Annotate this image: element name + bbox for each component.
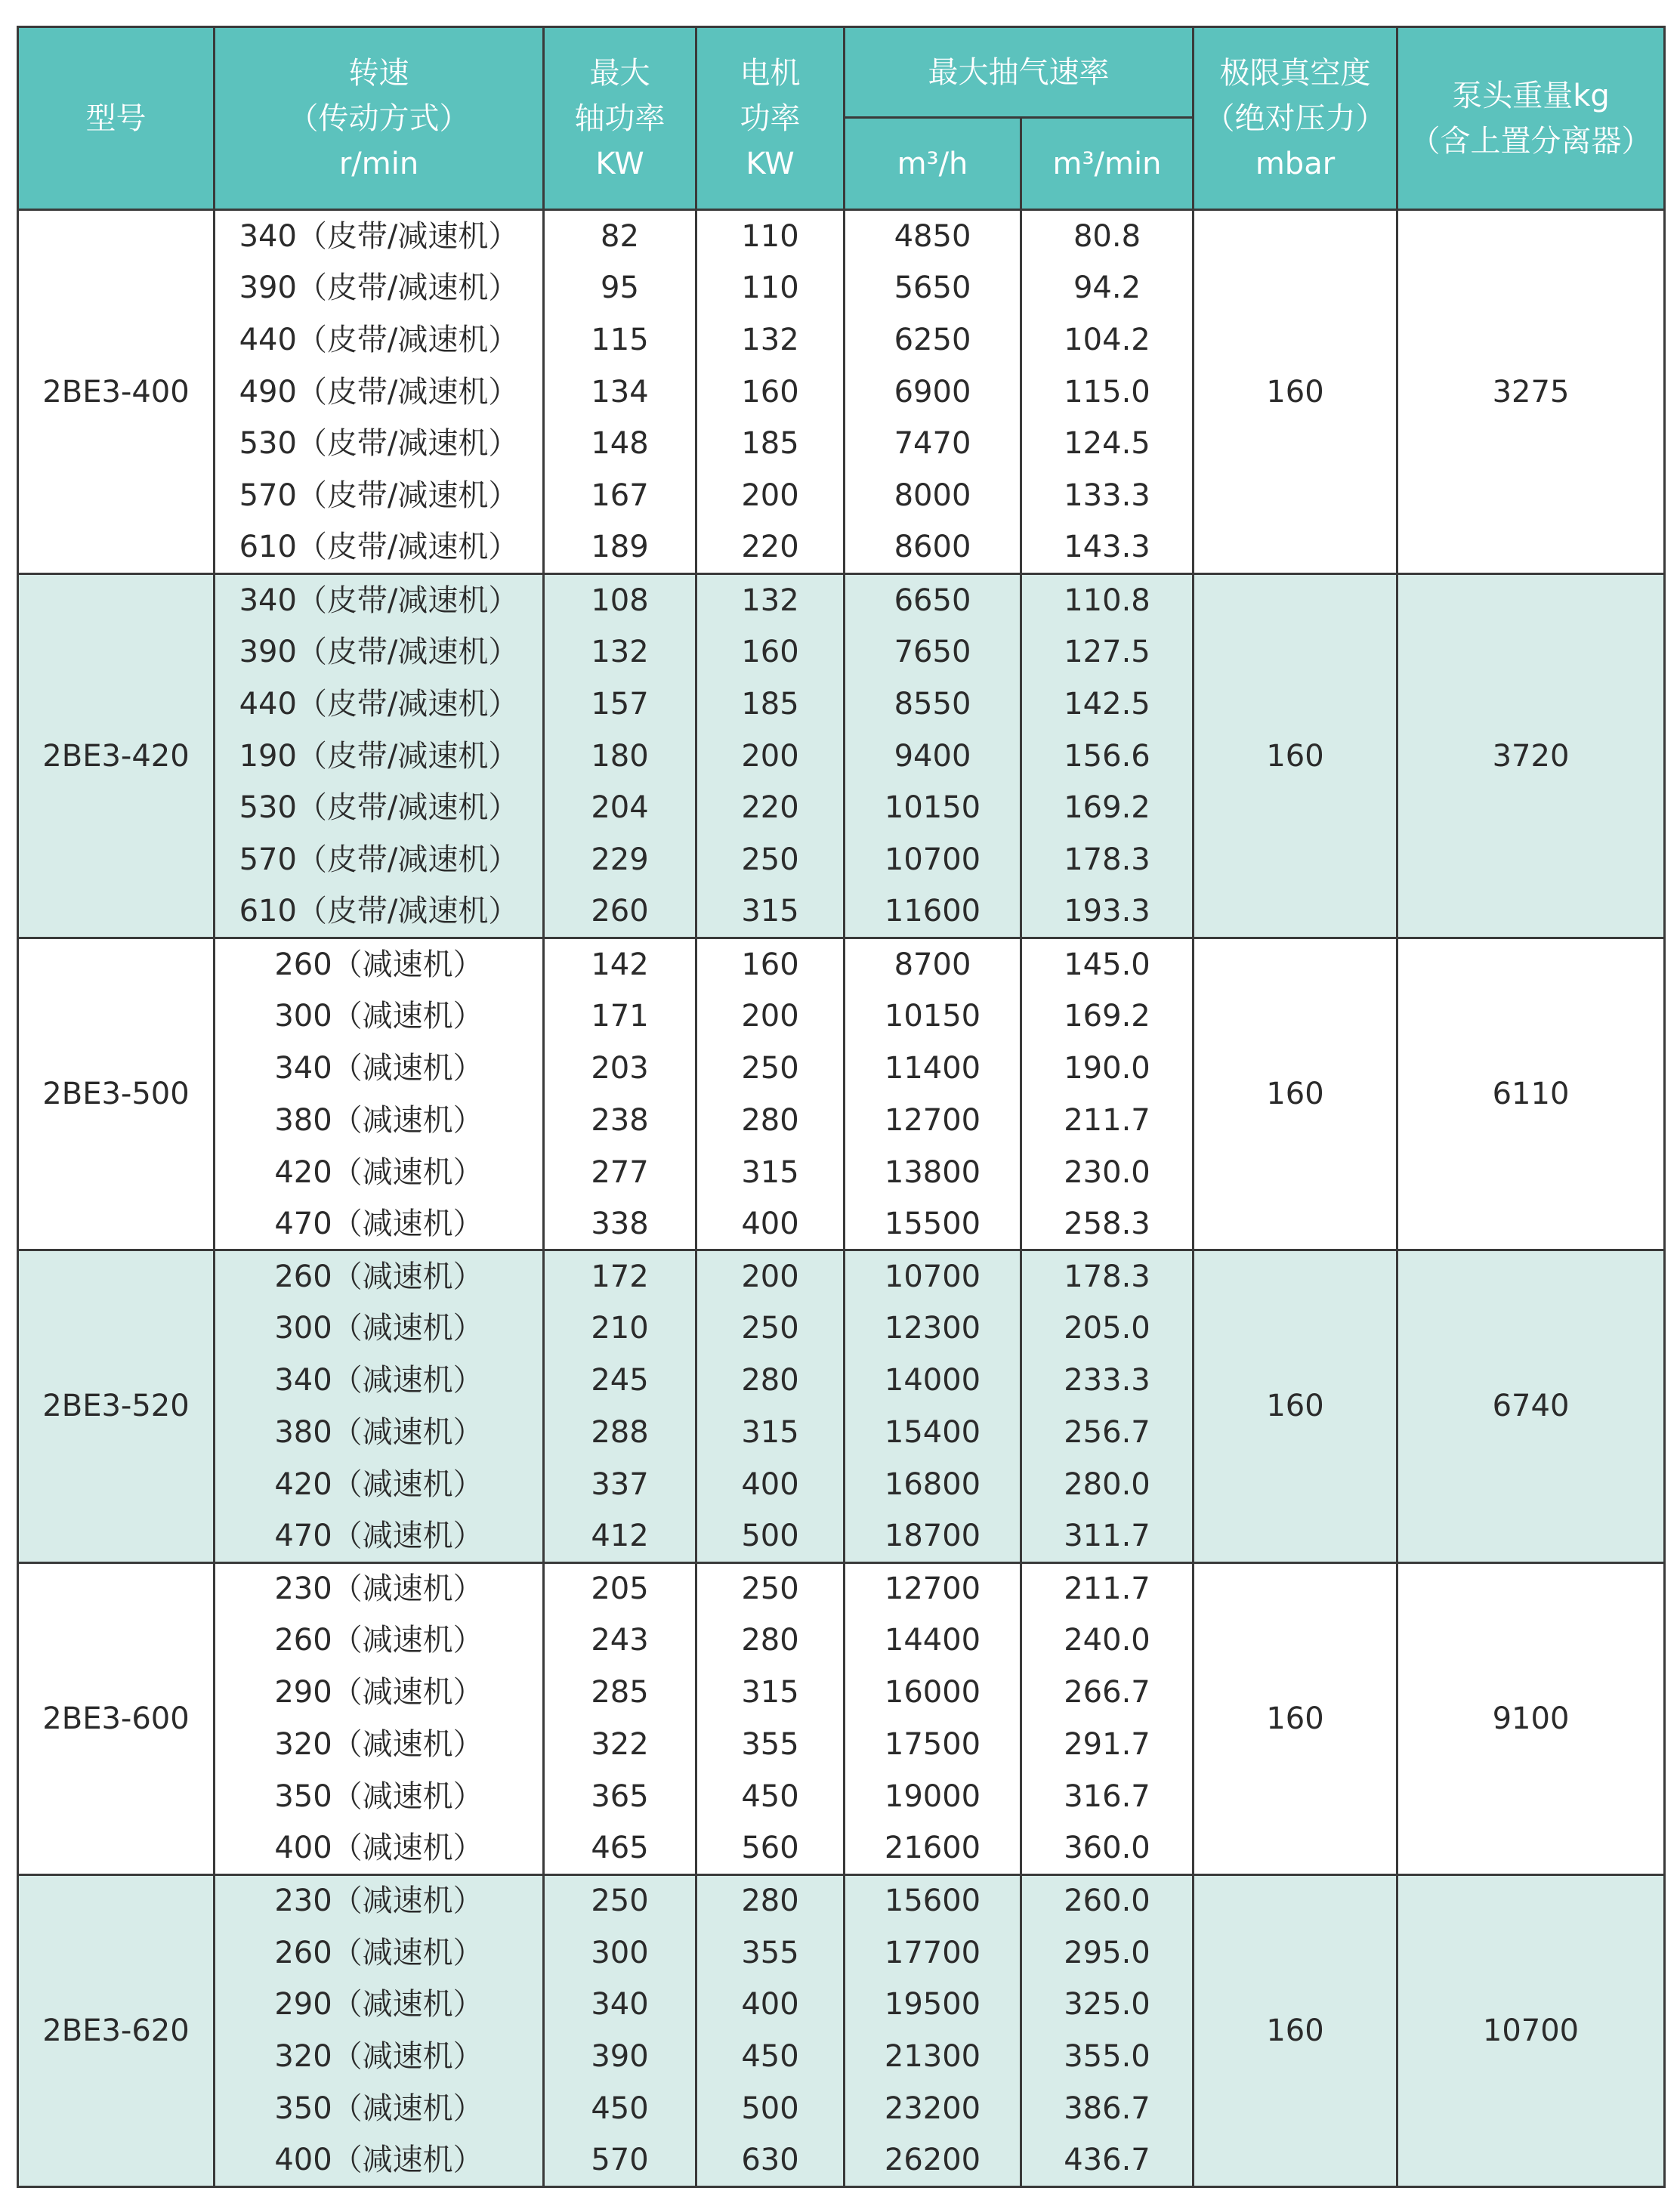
shaft-power-cell: 205 — [544, 1562, 696, 1615]
m3h-cell: 13800 — [845, 1146, 1021, 1198]
motor-power-cell: 355 — [696, 1719, 845, 1771]
m3min-cell: 436.7 — [1021, 2135, 1194, 2187]
header-pump-weight: 泵头重量kg （含上置分离器） — [1397, 27, 1665, 210]
speed-cell: 380（减速机） — [215, 1406, 544, 1458]
motor-power-cell: 500 — [696, 2083, 845, 2135]
m3h-cell: 6900 — [845, 366, 1021, 418]
shaft-power-cell: 277 — [544, 1146, 696, 1198]
m3min-cell: 211.7 — [1021, 1562, 1194, 1615]
pump-weight-cell: 6740 — [1397, 1250, 1665, 1562]
m3h-cell: 19000 — [845, 1771, 1021, 1823]
pump-weight-cell: 6110 — [1397, 938, 1665, 1250]
motor-power-cell: 500 — [696, 1510, 845, 1562]
speed-cell: 290（减速机） — [215, 1979, 544, 2031]
motor-power-cell: 185 — [696, 418, 845, 470]
speed-cell: 300（减速机） — [215, 990, 544, 1043]
m3h-cell: 7470 — [845, 418, 1021, 470]
motor-power-cell: 160 — [696, 938, 845, 990]
shaft-power-cell: 390 — [544, 2031, 696, 2083]
motor-power-cell: 400 — [696, 1458, 845, 1510]
speed-cell: 230（减速机） — [215, 1874, 544, 1927]
motor-power-cell: 560 — [696, 1822, 845, 1874]
header-max-pumping-speed: 最大抽气速率 — [845, 27, 1194, 118]
shaft-power-cell: 365 — [544, 1771, 696, 1823]
motor-power-cell: 355 — [696, 1927, 845, 1979]
header-unit-m3min: m³/min — [1021, 118, 1194, 210]
m3h-cell: 19500 — [845, 1979, 1021, 2031]
m3min-cell: 316.7 — [1021, 1771, 1194, 1823]
speed-cell: 350（减速机） — [215, 2083, 544, 2135]
motor-power-cell: 200 — [696, 730, 845, 782]
motor-power-cell: 400 — [696, 1979, 845, 2031]
model-cell: 2BE3-400 — [18, 210, 215, 574]
speed-cell: 320（减速机） — [215, 1719, 544, 1771]
motor-power-cell: 132 — [696, 574, 845, 626]
m3h-cell: 14400 — [845, 1615, 1021, 1667]
m3min-cell: 178.3 — [1021, 1250, 1194, 1302]
shaft-power-cell: 95 — [544, 261, 696, 314]
speed-cell: 390（皮带/减速机） — [215, 626, 544, 678]
motor-power-cell: 630 — [696, 2135, 845, 2187]
shaft-power-cell: 115 — [544, 314, 696, 366]
m3h-cell: 11400 — [845, 1042, 1021, 1094]
m3h-cell: 17500 — [845, 1719, 1021, 1771]
motor-power-cell: 250 — [696, 1302, 845, 1355]
m3min-cell: 256.7 — [1021, 1406, 1194, 1458]
m3min-cell: 360.0 — [1021, 1822, 1194, 1874]
shaft-power-cell: 450 — [544, 2083, 696, 2135]
shaft-power-cell: 203 — [544, 1042, 696, 1094]
m3h-cell: 10150 — [845, 782, 1021, 834]
shaft-power-cell: 285 — [544, 1667, 696, 1719]
speed-cell: 190（皮带/减速机） — [215, 730, 544, 782]
speed-cell: 340（皮带/减速机） — [215, 210, 544, 262]
speed-cell: 340（减速机） — [215, 1355, 544, 1407]
table-row — [18, 938, 1665, 990]
m3h-cell: 7650 — [845, 626, 1021, 678]
m3h-cell: 12700 — [845, 1562, 1021, 1615]
m3h-cell: 8600 — [845, 522, 1021, 574]
shaft-power-cell: 322 — [544, 1719, 696, 1771]
motor-power-cell: 160 — [696, 366, 845, 418]
motor-power-cell: 160 — [696, 626, 845, 678]
speed-cell: 440（皮带/减速机） — [215, 314, 544, 366]
motor-power-cell: 185 — [696, 678, 845, 730]
m3h-cell: 16800 — [845, 1458, 1021, 1510]
speed-cell: 290（减速机） — [215, 1667, 544, 1719]
header-motor-power: 电机 功率 KW — [696, 27, 845, 210]
m3h-cell: 15400 — [845, 1406, 1021, 1458]
model-cell: 2BE3-500 — [18, 938, 215, 1250]
m3min-cell: 211.7 — [1021, 1094, 1194, 1146]
m3h-cell: 8550 — [845, 678, 1021, 730]
m3min-cell: 145.0 — [1021, 938, 1194, 990]
shaft-power-cell: 260 — [544, 886, 696, 938]
header-model: 型号 — [18, 27, 215, 210]
speed-cell: 340（皮带/减速机） — [215, 574, 544, 626]
m3min-cell: 295.0 — [1021, 1927, 1194, 1979]
speed-cell: 380（减速机） — [215, 1094, 544, 1146]
model-group — [18, 1562, 1665, 1874]
speed-cell: 610（皮带/减速机） — [215, 886, 544, 938]
model-group — [18, 210, 1665, 574]
shaft-power-cell: 245 — [544, 1355, 696, 1407]
m3h-cell: 11600 — [845, 886, 1021, 938]
m3h-cell: 10700 — [845, 834, 1021, 886]
m3h-cell: 8000 — [845, 470, 1021, 522]
model-group — [18, 1874, 1665, 2186]
model-cell: 2BE3-620 — [18, 1874, 215, 2186]
m3min-cell: 169.2 — [1021, 782, 1194, 834]
table-row — [18, 1874, 1665, 1927]
m3min-cell: 325.0 — [1021, 1979, 1194, 2031]
speed-cell: 420（减速机） — [215, 1458, 544, 1510]
speed-cell: 230（减速机） — [215, 1562, 544, 1615]
speed-cell: 420（减速机） — [215, 1146, 544, 1198]
m3h-cell: 23200 — [845, 2083, 1021, 2135]
m3h-cell: 26200 — [845, 2135, 1021, 2187]
pump-weight-cell: 10700 — [1397, 1874, 1665, 2186]
m3h-cell: 8700 — [845, 938, 1021, 990]
motor-power-cell: 220 — [696, 782, 845, 834]
m3min-cell: 233.3 — [1021, 1355, 1194, 1407]
ultimate-vacuum-cell: 160 — [1194, 1874, 1397, 2186]
pump-spec-table — [17, 26, 1666, 2188]
m3min-cell: 193.3 — [1021, 886, 1194, 938]
shaft-power-cell: 337 — [544, 1458, 696, 1510]
m3min-cell: 169.2 — [1021, 990, 1194, 1043]
m3min-cell: 205.0 — [1021, 1302, 1194, 1355]
m3min-cell: 156.6 — [1021, 730, 1194, 782]
speed-cell: 530（皮带/减速机） — [215, 418, 544, 470]
m3min-cell: 124.5 — [1021, 418, 1194, 470]
m3h-cell: 12300 — [845, 1302, 1021, 1355]
speed-cell: 390（皮带/减速机） — [215, 261, 544, 314]
ultimate-vacuum-cell: 160 — [1194, 1562, 1397, 1874]
m3h-cell: 18700 — [845, 1510, 1021, 1562]
shaft-power-cell: 412 — [544, 1510, 696, 1562]
motor-power-cell: 220 — [696, 522, 845, 574]
m3h-cell: 16000 — [845, 1667, 1021, 1719]
shaft-power-cell: 288 — [544, 1406, 696, 1458]
motor-power-cell: 315 — [696, 1146, 845, 1198]
m3h-cell: 17700 — [845, 1927, 1021, 1979]
motor-power-cell: 132 — [696, 314, 845, 366]
shaft-power-cell: 142 — [544, 938, 696, 990]
shaft-power-cell: 82 — [544, 210, 696, 262]
m3h-cell: 15500 — [845, 1198, 1021, 1250]
motor-power-cell: 200 — [696, 990, 845, 1043]
table-row — [18, 1250, 1665, 1302]
shaft-power-cell: 465 — [544, 1822, 696, 1874]
motor-power-cell: 450 — [696, 2031, 845, 2083]
motor-power-cell: 315 — [696, 1667, 845, 1719]
speed-cell: 570（皮带/减速机） — [215, 470, 544, 522]
m3min-cell: 104.2 — [1021, 314, 1194, 366]
m3min-cell: 240.0 — [1021, 1615, 1194, 1667]
model-cell: 2BE3-600 — [18, 1562, 215, 1874]
speed-cell: 530（皮带/减速机） — [215, 782, 544, 834]
m3min-cell: 230.0 — [1021, 1146, 1194, 1198]
m3h-cell: 21600 — [845, 1822, 1021, 1874]
motor-power-cell: 250 — [696, 1042, 845, 1094]
shaft-power-cell: 238 — [544, 1094, 696, 1146]
speed-cell: 260（减速机） — [215, 1927, 544, 1979]
shaft-power-cell: 243 — [544, 1615, 696, 1667]
header-ultimate-vacuum: 极限真空度 （绝对压力） mbar — [1194, 27, 1397, 210]
speed-cell: 260（减速机） — [215, 938, 544, 990]
speed-cell: 300（减速机） — [215, 1302, 544, 1355]
m3h-cell: 10700 — [845, 1250, 1021, 1302]
speed-cell: 260（减速机） — [215, 1250, 544, 1302]
motor-power-cell: 280 — [696, 1355, 845, 1407]
motor-power-cell: 250 — [696, 834, 845, 886]
m3min-cell: 178.3 — [1021, 834, 1194, 886]
speed-cell: 320（减速机） — [215, 2031, 544, 2083]
m3min-cell: 386.7 — [1021, 2083, 1194, 2135]
m3min-cell: 311.7 — [1021, 1510, 1194, 1562]
shaft-power-cell: 340 — [544, 1979, 696, 2031]
speed-cell: 260（减速机） — [215, 1615, 544, 1667]
motor-power-cell: 315 — [696, 1406, 845, 1458]
m3h-cell: 14000 — [845, 1355, 1021, 1407]
motor-power-cell: 250 — [696, 1562, 845, 1615]
m3min-cell: 143.3 — [1021, 522, 1194, 574]
pump-weight-cell: 3720 — [1397, 574, 1665, 938]
shaft-power-cell: 167 — [544, 470, 696, 522]
shaft-power-cell: 132 — [544, 626, 696, 678]
m3min-cell: 110.8 — [1021, 574, 1194, 626]
m3h-cell: 5650 — [845, 261, 1021, 314]
speed-cell: 470（减速机） — [215, 1198, 544, 1250]
model-cell: 2BE3-420 — [18, 574, 215, 938]
m3min-cell: 260.0 — [1021, 1874, 1194, 1927]
shaft-power-cell: 204 — [544, 782, 696, 834]
shaft-power-cell: 338 — [544, 1198, 696, 1250]
pump-weight-cell: 3275 — [1397, 210, 1665, 574]
shaft-power-cell: 171 — [544, 990, 696, 1043]
ultimate-vacuum-cell: 160 — [1194, 1250, 1397, 1562]
motor-power-cell: 280 — [696, 1874, 845, 1927]
shaft-power-cell: 189 — [544, 522, 696, 574]
m3min-cell: 115.0 — [1021, 366, 1194, 418]
m3h-cell: 4850 — [845, 210, 1021, 262]
shaft-power-cell: 300 — [544, 1927, 696, 1979]
m3min-cell: 355.0 — [1021, 2031, 1194, 2083]
ultimate-vacuum-cell: 160 — [1194, 938, 1397, 1250]
motor-power-cell: 280 — [696, 1615, 845, 1667]
m3min-cell: 127.5 — [1021, 626, 1194, 678]
m3h-cell: 6650 — [845, 574, 1021, 626]
shaft-power-cell: 570 — [544, 2135, 696, 2187]
speed-cell: 490（皮带/减速机） — [215, 366, 544, 418]
shaft-power-cell: 108 — [544, 574, 696, 626]
speed-cell: 470（减速机） — [215, 1510, 544, 1562]
shaft-power-cell: 172 — [544, 1250, 696, 1302]
m3min-cell: 94.2 — [1021, 261, 1194, 314]
motor-power-cell: 110 — [696, 210, 845, 262]
motor-power-cell: 450 — [696, 1771, 845, 1823]
table-row — [18, 574, 1665, 626]
header-speed: 转速 （传动方式） r/min — [215, 27, 544, 210]
m3min-cell: 190.0 — [1021, 1042, 1194, 1094]
speed-cell: 400（减速机） — [215, 1822, 544, 1874]
speed-cell: 340（减速机） — [215, 1042, 544, 1094]
pump-weight-cell: 9100 — [1397, 1562, 1665, 1874]
header-shaft-power: 最大 轴功率 KW — [544, 27, 696, 210]
motor-power-cell: 400 — [696, 1198, 845, 1250]
ultimate-vacuum-cell: 160 — [1194, 210, 1397, 574]
header-unit-m3h: m³/h — [845, 118, 1021, 210]
motor-power-cell: 315 — [696, 886, 845, 938]
table-row — [18, 1562, 1665, 1615]
m3h-cell: 21300 — [845, 2031, 1021, 2083]
speed-cell: 610（皮带/减速机） — [215, 522, 544, 574]
ultimate-vacuum-cell: 160 — [1194, 574, 1397, 938]
shaft-power-cell: 229 — [544, 834, 696, 886]
shaft-power-cell: 180 — [544, 730, 696, 782]
m3min-cell: 280.0 — [1021, 1458, 1194, 1510]
m3min-cell: 291.7 — [1021, 1719, 1194, 1771]
shaft-power-cell: 134 — [544, 366, 696, 418]
shaft-power-cell: 157 — [544, 678, 696, 730]
motor-power-cell: 200 — [696, 470, 845, 522]
motor-power-cell: 280 — [696, 1094, 845, 1146]
shaft-power-cell: 210 — [544, 1302, 696, 1355]
table-row — [18, 210, 1665, 262]
motor-power-cell: 110 — [696, 261, 845, 314]
shaft-power-cell: 148 — [544, 418, 696, 470]
speed-cell: 570（皮带/减速机） — [215, 834, 544, 886]
m3min-cell: 258.3 — [1021, 1198, 1194, 1250]
speed-cell: 440（皮带/减速机） — [215, 678, 544, 730]
model-group — [18, 938, 1665, 1250]
m3min-cell: 133.3 — [1021, 470, 1194, 522]
m3h-cell: 10150 — [845, 990, 1021, 1043]
model-group — [18, 1250, 1665, 1562]
m3h-cell: 6250 — [845, 314, 1021, 366]
m3min-cell: 80.8 — [1021, 210, 1194, 262]
m3h-cell: 9400 — [845, 730, 1021, 782]
m3min-cell: 142.5 — [1021, 678, 1194, 730]
m3h-cell: 15600 — [845, 1874, 1021, 1927]
m3min-cell: 266.7 — [1021, 1667, 1194, 1719]
speed-cell: 400（减速机） — [215, 2135, 544, 2187]
table-header — [18, 27, 1665, 210]
speed-cell: 350（减速机） — [215, 1771, 544, 1823]
shaft-power-cell: 250 — [544, 1874, 696, 1927]
model-cell: 2BE3-520 — [18, 1250, 215, 1562]
model-group — [18, 574, 1665, 938]
motor-power-cell: 200 — [696, 1250, 845, 1302]
m3h-cell: 12700 — [845, 1094, 1021, 1146]
